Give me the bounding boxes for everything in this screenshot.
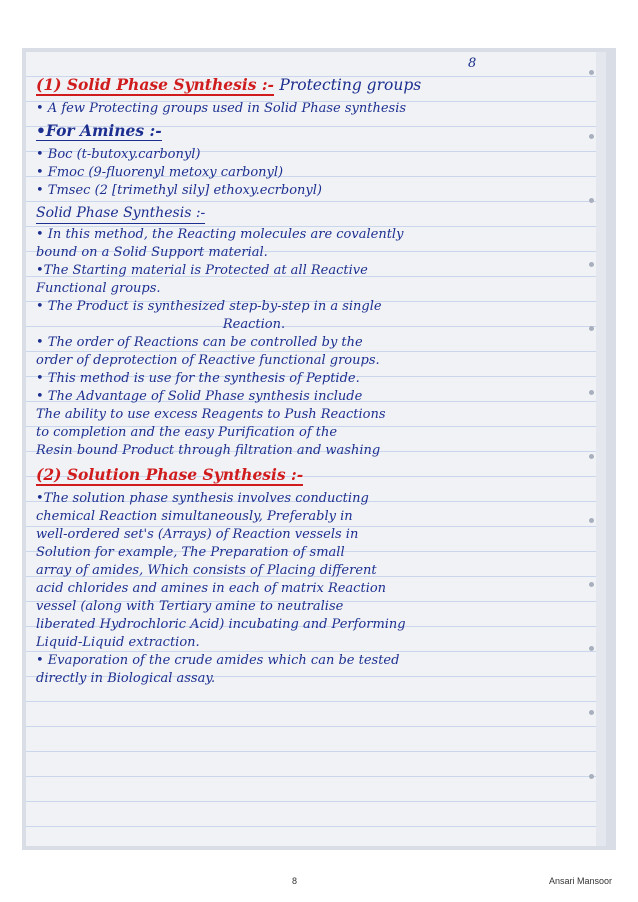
section1-line: Reaction. bbox=[222, 317, 286, 332]
footer-page-number: 8 bbox=[292, 876, 298, 886]
amine-item: • Boc (t-butoxy.carbonyl) bbox=[36, 147, 201, 162]
notebook-photo bbox=[22, 48, 616, 850]
section2-line: Solution for example, The Preparation of small bbox=[36, 545, 345, 560]
amines-heading: •For Amines :- bbox=[36, 121, 162, 140]
section2-line: array of amides, Which consists of Placing different bbox=[36, 563, 377, 578]
section1-heading bbox=[36, 74, 592, 96]
section2-title: (2) Solution Phase Synthesis :- bbox=[36, 465, 304, 484]
section2-line: well-ordered set's (Arrays) of Reaction vessels in bbox=[36, 527, 359, 542]
section1-line: to completion and the easy Purification of the bbox=[36, 425, 338, 440]
section1-line: • The Advantage of Solid Phase synthesis include bbox=[36, 389, 363, 404]
section1-title-suffix: Protecting groups bbox=[279, 76, 422, 94]
section2-line: Liquid-Liquid extraction. bbox=[36, 635, 200, 650]
section2-line: acid chlorides and amines in each of matrix Reaction bbox=[36, 581, 387, 596]
section2-heading bbox=[36, 464, 592, 486]
notebook-page bbox=[26, 52, 606, 846]
section1-line: • The Product is synthesized step-by-step in a single bbox=[36, 299, 382, 314]
section1-line: •The Starting material is Protected at all Reactive bbox=[36, 263, 368, 278]
section1-line: Functional groups. bbox=[36, 281, 161, 296]
section2-line: •The solution phase synthesis involves conducting bbox=[36, 491, 369, 506]
section1-line: • This method is use for the synthesis of Peptide. bbox=[36, 371, 360, 386]
section1-intro: • A few Protecting groups used in Solid Phase synthesis bbox=[36, 101, 407, 116]
section2-line: directly in Biological assay. bbox=[36, 671, 216, 686]
section1-line: • In this method, the Reacting molecules are covalently bbox=[36, 227, 404, 242]
amine-item: • Fmoc (9-fluorenyl metoxy carbonyl) bbox=[36, 165, 284, 180]
section2-line: • Evaporation of the crude amides which can be tested bbox=[36, 653, 400, 668]
section2-line: vessel (along with Tertiary amine to neutralise bbox=[36, 599, 344, 614]
footer-author: Ansari Mansoor bbox=[548, 876, 612, 886]
page-edge bbox=[596, 52, 606, 846]
section1-line: order of deprotection of Reactive functional groups. bbox=[36, 353, 380, 368]
section1-line: bound on a Solid Support material. bbox=[36, 245, 268, 260]
section1-line: • The order of Reactions can be controlled by the bbox=[36, 335, 363, 350]
section2-line: chemical Reaction simultaneously, Preferably in bbox=[36, 509, 353, 524]
notes-content bbox=[36, 62, 592, 688]
amine-item: • Tmsec (2 [trimethyl sily] ethoxy.ecrbonyl) bbox=[36, 183, 322, 198]
section1-line: Resin bound Product through filtration and washing bbox=[36, 443, 381, 458]
handwritten-page-number: 8 bbox=[468, 56, 477, 71]
section2-line: liberated Hydrochloric Acid) incubating and Performing bbox=[36, 617, 406, 632]
section1-line: The ability to use excess Reagents to Push Reactions bbox=[36, 407, 386, 422]
section1-title: (1) Solid Phase Synthesis :- bbox=[36, 75, 274, 94]
solid-phase-subheading: Solid Phase Synthesis :- bbox=[36, 202, 592, 224]
